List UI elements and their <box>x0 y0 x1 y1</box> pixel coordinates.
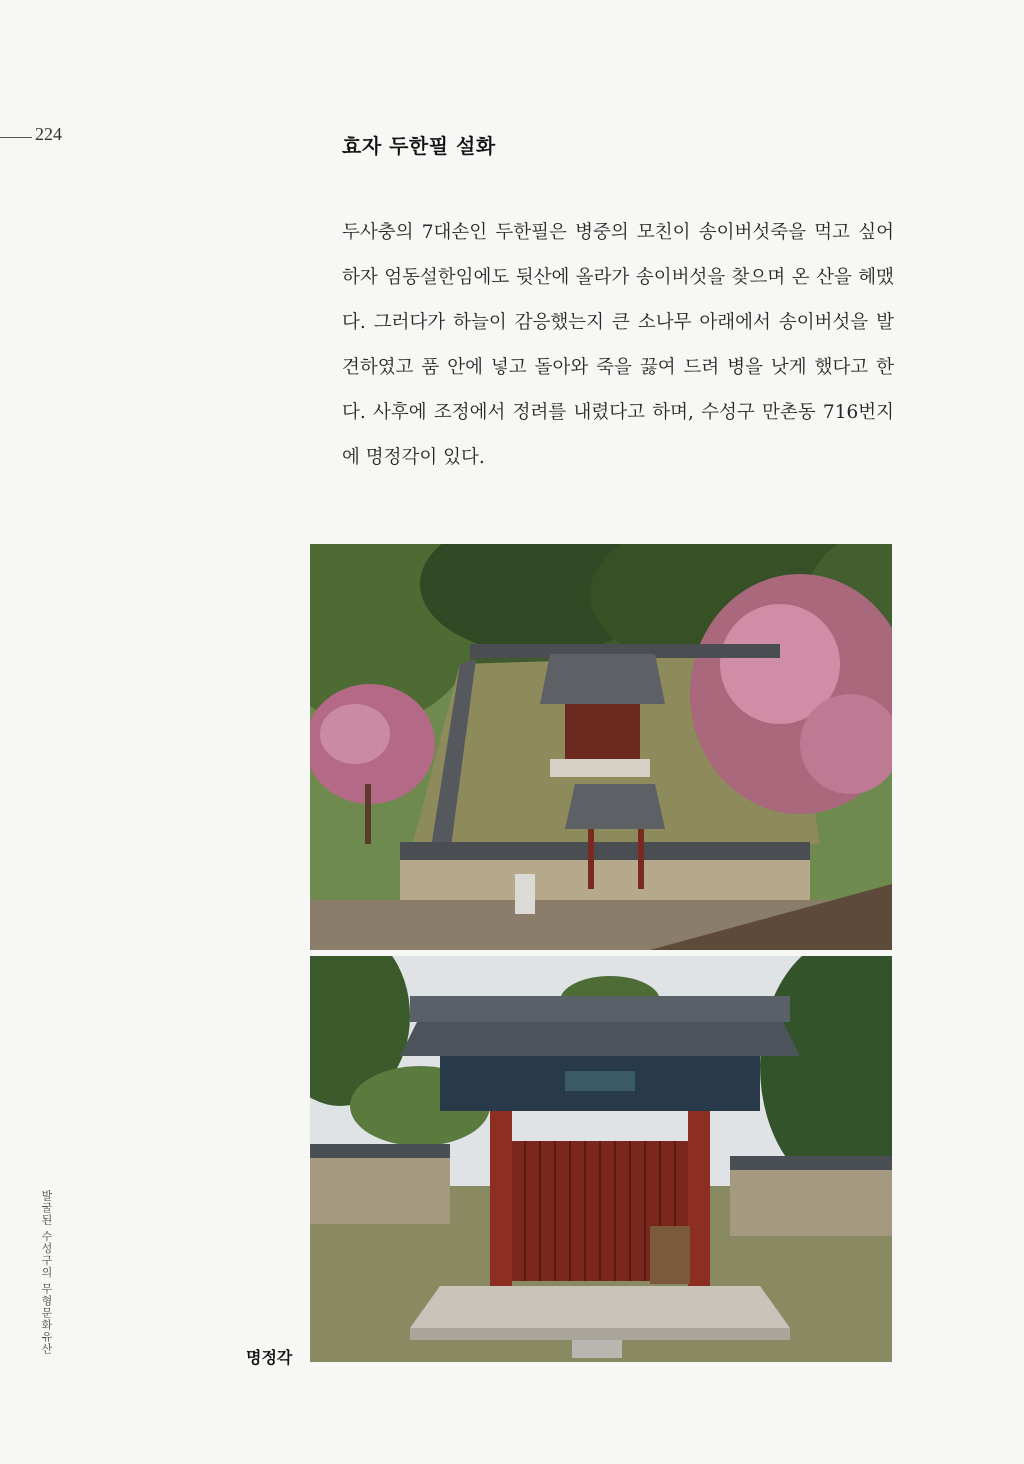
photo-caption: 명정각 <box>246 1348 293 1367</box>
body-paragraph: 두사충의 7대손인 두한필은 병중의 모친이 송이버섯죽을 먹고 싶어 하자 엄동설한임에도 뒷산에 올라가 송이버섯을 찾으며 온 산을 헤맸다. 그러다가 하늘이 감응했는지 큰 소나무 아래에서 송이버섯을 발견하였고 품 안에 넣고 돌아와 죽을 끓여 드려 병을 낫게 했다고 한다. 사후에 조정에서 정려를 내렸다고 하며, 수성구 만촌동 716번지에 명정각이 있다. <box>342 222 894 468</box>
page-number: 224 <box>35 124 62 144</box>
myeongjeonggak-photo <box>310 956 892 1362</box>
book-running-title: 발굴된 수성구의 무형문화유산 <box>40 1190 53 1355</box>
shrine-aerial-photo <box>310 544 892 950</box>
page-rule <box>0 137 32 138</box>
section-title: 효자 두한필 설화 <box>342 134 496 158</box>
